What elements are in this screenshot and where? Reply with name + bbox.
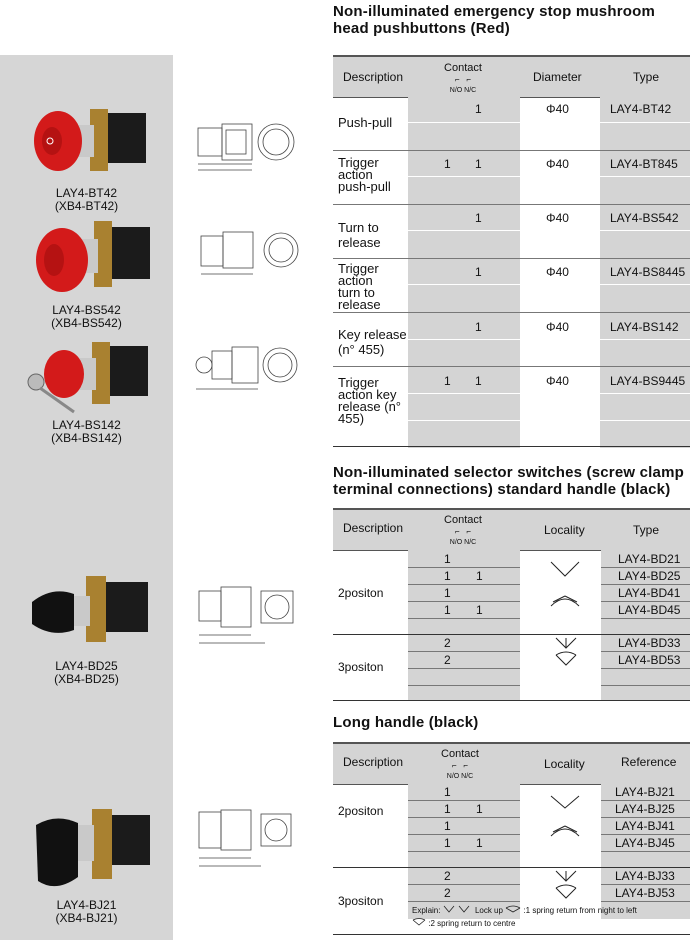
row-nc: 1 <box>475 320 482 334</box>
shade-contact <box>408 550 520 700</box>
row-diameter: Φ40 <box>546 320 569 334</box>
row-nc: 1 <box>476 569 483 583</box>
group-label: 3positon <box>338 660 384 674</box>
locality-symbols <box>545 790 585 852</box>
row-no: 1 <box>444 552 451 566</box>
row-type: LAY4-BJ45 <box>615 836 675 850</box>
spring-centre-icon <box>412 918 426 926</box>
row-nc: 1 <box>476 836 483 850</box>
row-type: LAY4-BD41 <box>618 586 681 600</box>
row-description: Push-pull <box>338 115 393 130</box>
row-type: LAY4-BT42 <box>610 102 672 116</box>
table-header <box>333 742 690 785</box>
product-photo-bs142 <box>22 338 152 418</box>
row-no: 1 <box>444 603 451 617</box>
product-photo-bt42 <box>28 103 153 183</box>
header-contact: Contact ⌐ ⌐ N/O N/C <box>444 62 482 94</box>
product-caption: LAY4-BT42 (XB4-BT42) <box>54 186 119 213</box>
header-type: Type <box>633 523 660 537</box>
row-description: Key release (n° 455) <box>338 327 407 357</box>
row-diameter: Φ40 <box>546 265 569 279</box>
row-nc: 1 <box>475 265 482 279</box>
row-diameter: Φ40 <box>546 102 569 116</box>
drawing-bt42 <box>192 120 302 175</box>
row-no: 2 <box>444 636 451 650</box>
row-type: LAY4-BT845 <box>610 157 678 171</box>
row-description: Trigger action turn to release <box>338 261 381 312</box>
row-description: Trigger action key release (n° 455) <box>338 375 402 426</box>
legend-explain: :2 spring return to centre <box>412 918 515 928</box>
row-no: 2 <box>444 886 451 900</box>
row-nc: 1 <box>475 211 482 225</box>
row-no: 1 <box>444 569 451 583</box>
spring-return-icon <box>505 905 521 913</box>
row-type: LAY4-BJ41 <box>615 819 675 833</box>
section-title-long: Long handle (black) <box>333 714 479 731</box>
row-type: LAY4-BJ53 <box>615 886 675 900</box>
header-diameter: Diameter <box>533 70 582 84</box>
row-type: LAY4-BS142 <box>610 320 679 334</box>
row-type: LAY4-BD21 <box>618 552 681 566</box>
legend-explain: Explain: Lock up :1 spring return from night to left <box>412 906 637 915</box>
row-no: 1 <box>444 819 451 833</box>
row-nc: 1 <box>476 802 483 816</box>
locality-symbols <box>545 556 585 626</box>
group-label: 2positon <box>338 804 384 818</box>
row-no: 1 <box>444 157 451 171</box>
product-photo-bj21 <box>30 805 155 897</box>
row-type: LAY4-BD25 <box>618 569 681 583</box>
row-type: LAY4-BJ25 <box>615 802 675 816</box>
group-label: 3positon <box>338 894 384 908</box>
row-nc: 1 <box>476 603 483 617</box>
drawing-bd25 <box>195 585 305 647</box>
row-description: Turn to release <box>338 220 381 250</box>
row-no: 1 <box>444 586 451 600</box>
row-diameter: Φ40 <box>546 374 569 388</box>
row-type: LAY4-BD53 <box>618 653 681 667</box>
section-title-selector: Non-illuminated selector switches (screw clamp terminal connections) standard handle (black) <box>333 464 684 498</box>
product-photo-bd25 <box>22 572 152 652</box>
row-type: LAY4-BS8445 <box>610 265 686 279</box>
row-no: 2 <box>444 653 451 667</box>
product-caption: LAY4-BJ21 (XB4-BJ21) <box>55 898 118 925</box>
row-no: 1 <box>444 785 451 799</box>
drawing-bs542 <box>195 230 305 280</box>
header-reference: Reference <box>621 755 677 769</box>
row-diameter: Φ40 <box>546 211 569 225</box>
lockup-icon <box>443 905 473 913</box>
group-label: 2positon <box>338 586 384 600</box>
table-header <box>333 508 690 551</box>
product-photo-bs542 <box>30 215 155 300</box>
row-nc: 1 <box>475 374 482 388</box>
section-title-emergency: Non-illuminated emergency stop mushroom head pushbuttons (Red) <box>333 3 656 37</box>
product-caption: LAY4-BD25 (XB4-BD25) <box>54 659 119 686</box>
row-type: LAY4-BS542 <box>610 211 679 225</box>
header-description: Description <box>343 70 404 84</box>
row-no: 1 <box>444 374 451 388</box>
locality-symbols <box>550 868 582 902</box>
row-diameter: Φ40 <box>546 157 569 171</box>
header-locality: Locality <box>544 523 585 537</box>
row-no: 2 <box>444 869 451 883</box>
header-type: Type <box>633 70 660 84</box>
row-type: LAY4-BS9445 <box>610 374 686 388</box>
product-caption: LAY4-BS142 (XB4-BS142) <box>51 418 122 445</box>
locality-symbols <box>550 635 582 669</box>
row-nc: 1 <box>475 102 482 116</box>
drawing-bs142 <box>190 345 302 395</box>
row-description: Trigger action push-pull <box>338 155 391 194</box>
header-contact: Contact ⌐ ⌐ N/O N/C <box>444 514 482 546</box>
table-header <box>333 55 690 98</box>
row-nc: 1 <box>475 157 482 171</box>
header-description: Description <box>343 521 404 535</box>
header-locality: Locality <box>544 757 585 771</box>
row-no: 1 <box>444 802 451 816</box>
row-type: LAY4-BJ33 <box>615 869 675 883</box>
header-description: Description <box>343 755 404 769</box>
drawing-bj21 <box>195 808 305 873</box>
header-contact: Contact ⌐ ⌐ N/O N/C <box>441 748 479 780</box>
row-type: LAY4-BD33 <box>618 636 681 650</box>
row-no: 1 <box>444 836 451 850</box>
product-caption: LAY4-BS542 (XB4-BS542) <box>51 303 122 330</box>
row-type: LAY4-BD45 <box>618 603 681 617</box>
row-type: LAY4-BJ21 <box>615 785 675 799</box>
